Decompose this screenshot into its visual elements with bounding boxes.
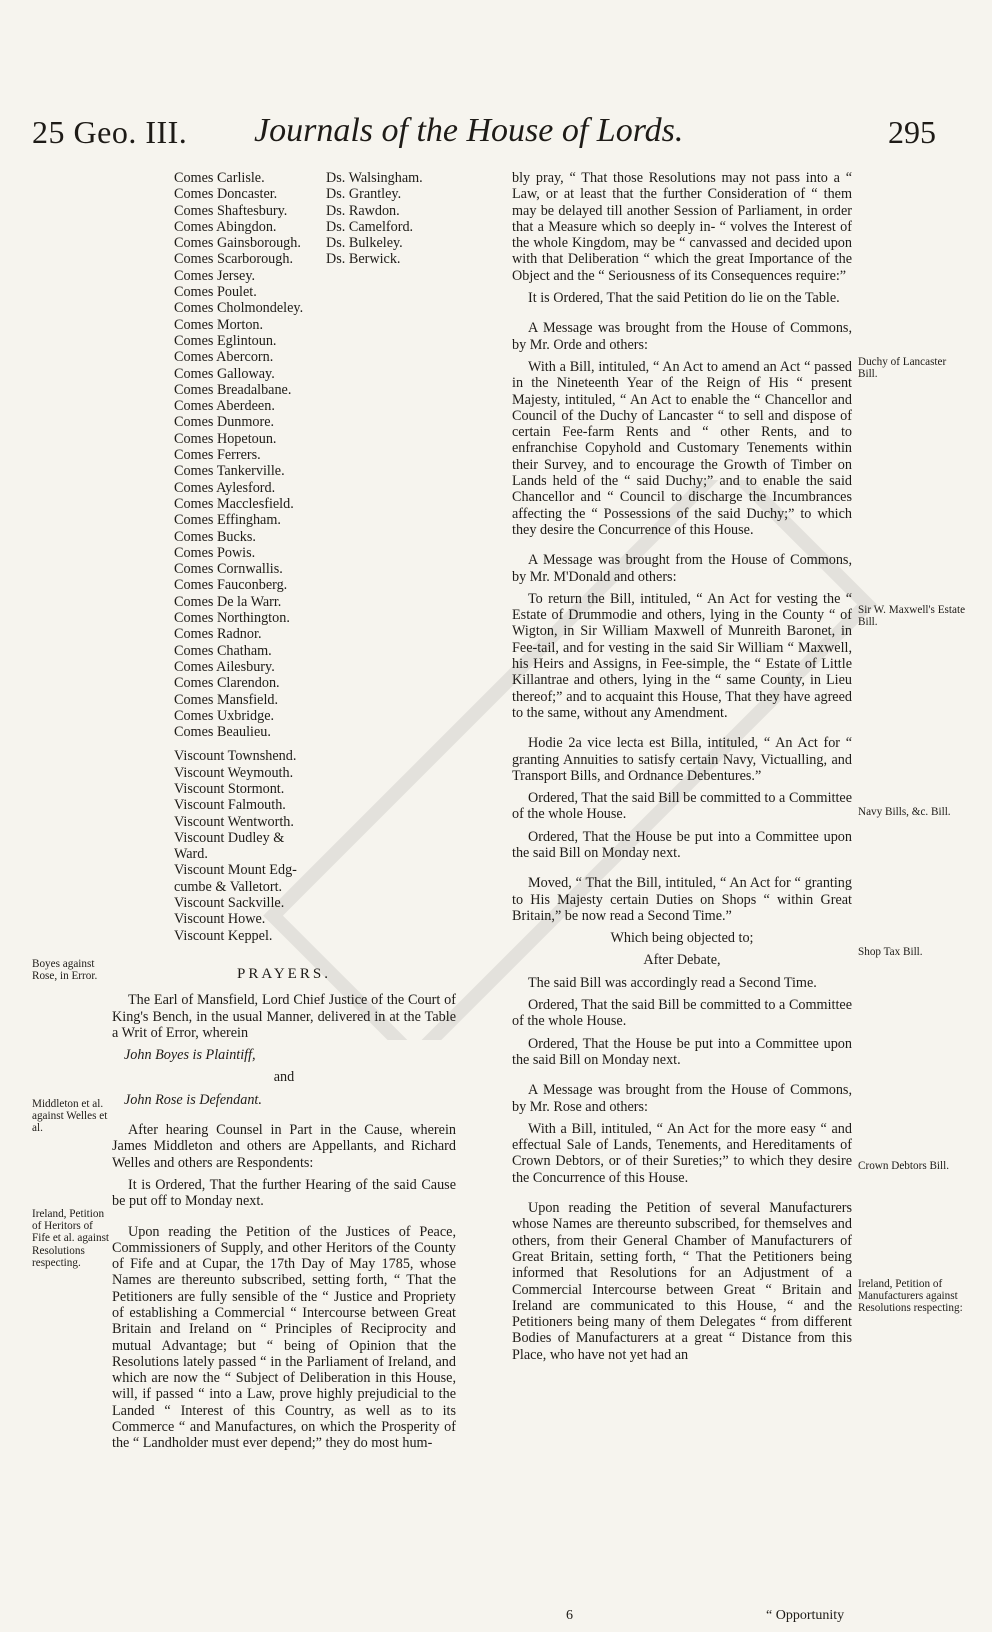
prayers-heading: PRAYERS. [237,965,331,982]
margin-note-boyes: Boyes against Rose, in Error. [32,958,98,983]
margin-note-middleton: Middleton et al. against Welles et al. [32,1098,108,1135]
maxwell-estate-bill-text: To return the Bill, intituled, “ An Act for vesting the “ Estate of Drummodie and others, lying in the County “ of Wigton, in Sir William Maxwell of Munreith Baronet, in Fee-tail, and for vesting in the said Sir William “ Maxwell, his Heirs and Assigns, in Fee-simple, the “ Estate of Little Killantrae and others, lying in the “ same County, in Lieu thereof;” and to acquaint this House, That they have agreed to the same, without any Amendment. [512,590,852,721]
viscount-entry: Viscount Townshend. [174,748,297,765]
viscount-entry: Viscount Mount Edg- [174,862,297,879]
shop-tax-motion: Moved, “ That the Bill, intituled, “ An Act for “ granting to His Majesty certain Duties on Shops “ within Great Britain,” be now read a Second Time.” [512,875,852,924]
defendant-line: John Rose is Defendant. [124,1091,262,1108]
earl-entry: Comes Mansfield. [174,691,279,708]
right-column [512,170,852,1369]
message-mcdonald: A Message was brought from the House of Commons, by Mr. M'Donald and others: [512,552,852,585]
earl-entry: Comes Aberdeen. [174,398,275,415]
margin-note-crown-debtors: Crown Debtors Bill. [858,1160,950,1172]
after-debate-line: After Debate, [643,952,721,969]
viscount-entry: Viscount Wentworth. [174,813,294,830]
earl-entry: Comes Cornwallis. [174,561,283,578]
earl-entry: Comes Abingdon. [174,218,277,235]
duchy-lancaster-bill-text: With a Bill, intituled, “ An Act to amend an Act “ passed in the Nineteenth Year of the Reign of His “ present Majesty, intituled, “ An Act to enable the “ Chancellor and Council of the Duchy of Lancaster “ to sell and dispose of certain Fee-farm Rents and “ other Rents, and to enfranchise Copyhold and Customary Tenements within their Survey, and to encourage the Growth of Timber on Lands held of the “ said Duchy;” and to enable the said Chancellor and “ Council to discharge the Incumbrances affecting the “ Possessions of the said Duchy;” to which they desire the Concurrence of this House. [512,358,852,538]
regnal-year: 25 Geo. III. [32,114,188,150]
margin-note-navy: Navy Bills, &c. Bill. [858,806,951,818]
earl-entry: Comes Fauconberg. [174,577,288,594]
navy-bill-committed: Ordered, That the said Bill be committed to a Committee of the whole House. [512,790,852,823]
viscount-entry: Viscount Keppel. [174,927,273,944]
earl-entry: Comes Abercorn. [174,349,274,366]
baron-entry: Ds. Bulkeley. [326,235,403,252]
earl-entry: Comes Scarborough. [174,251,294,268]
earl-entry: Comes Shaftesbury. [174,202,288,219]
baron-entry: Ds. Grantley. [326,186,402,203]
baron-entry: Ds. Walsingham. [326,170,423,186]
earl-entry: Comes Morton. [174,316,264,333]
viscount-entry: Viscount Dudley & [174,829,285,846]
earl-entry: Comes Gainsborough. [174,235,301,252]
middleton-cause-paragraph: After hearing Counsel in Part in the Cause, wherein James Middleton and others are Appellants, and Richard Welles and others are Respondents: [112,1122,456,1171]
earl-entry: Comes Hopetoun. [174,430,277,447]
viscount-entry: Ward. [174,846,208,863]
signature-mark: 6 [566,1608,573,1623]
earl-entry: Comes Powis. [174,544,256,561]
page-number: 295 [888,114,936,150]
earl-entry: Comes Bucks. [174,528,256,545]
fife-petition-paragraph: Upon reading the Petition of the Justices of Peace, Commissioners of Supply, and other Heritors of the County of Fife and at Cupar, the 17th Day of May 1785, whose Names are thereunto subscribed, setting forth, “ That the Petitioners are fully sensible of the “ Justice and Propriety of establishing a Commercial “ Intercourse between Great Britain and Ireland on “ Principles of Reciprocity and mutual Advantage; but “ being of Opinion that the Resolutions lately passed “ in the Parliament of Ireland, and which are now the “ Subject of Deliberation in this House, will, if passed “ into a Law, prove highly prejudicial to the Landed “ Interest of this Country, as well as to its Commerce “ and Manufactures, on which the Prosperity of the “ Landholder must ever depend;” they do most hum- [112,1223,456,1452]
writ-of-error-paragraph: The Earl of Mansfield, Lord Chief Justice of the Court of King's Bench, in the usual Manner, delivered in at the Table a Writ of Error, wherein [112,992,456,1041]
and-line: and [273,1069,295,1086]
navy-bill-committee-monday: Ordered, That the House be put into a Committee upon the said Bill on Monday next. [512,828,852,861]
navy-bills-reading: Hodie 2a vice lecta est Billa, intituled, “ An Act for “ granting Annuities to satisfy certain Navy, Victualling, and Transport Bills, and Ordnance Debentures.” [512,735,852,784]
catchword: “ Opportunity [766,1608,845,1623]
earls-list [174,170,322,740]
margin-note-shop-tax: Shop Tax Bill. [858,946,923,958]
crown-debtors-bill-text: With a Bill, intituled, “ An Act for the more easy “ and effectual Sale of Lands, Tenements, and Hereditaments of Crown Debtors, or of their Sureties;” to which they desire the Concurrence of this House. [512,1120,852,1186]
lords-list [112,170,456,740]
earl-entry: Comes Carlisle. [174,170,265,186]
plaintiff-line: John Boyes is Plaintiff, [124,1047,256,1064]
earl-entry: Comes Poulet. [174,284,257,301]
earl-entry: Comes Eglintoun. [174,332,277,349]
baron-entry: Ds. Rawdon. [326,202,400,219]
earl-entry: Comes Doncaster. [174,186,278,203]
earl-entry: Comes Chatham. [174,642,272,659]
earl-entry: Comes Dunmore. [174,414,275,431]
shop-bill-committed: Ordered, That the said Bill be committed to a Committee of the whole House. [512,997,852,1030]
left-column [112,170,456,1458]
earl-entry: Comes Radnor. [174,626,262,643]
margin-note-ireland-manufacturers: Ireland, Petition of Manufacturers against Resolutions respecting: [858,1278,963,1315]
viscount-entry: Viscount Howe. [174,911,266,928]
viscount-entry: Viscount Stormont. [174,780,285,797]
journal-title: Journals of the House of Lords. [254,112,684,149]
hearing-put-off-paragraph: It is Ordered, That the further Hearing of the said Cause be put off to Monday next. [112,1176,456,1210]
margin-note-ireland-fife: Ireland, Petition of Heritors of Fife et al. against Resolutions respecting. [32,1208,110,1269]
earl-entry: Comes Macclesfield. [174,495,294,512]
viscounts-list [174,748,374,944]
earl-entry: Comes Breadalbane. [174,381,292,398]
viscount-entry: Viscount Sackville. [174,895,285,912]
petition-lie-on-table: It is Ordered, That the said Petition do lie on the Table. [528,290,840,307]
margin-note-maxwell: Sir W. Maxwell's Estate Bill. [858,604,966,629]
earl-entry: Comes Clarendon. [174,675,280,692]
viscount-entry: Viscount Weymouth. [174,764,294,781]
manufacturers-petition-paragraph: Upon reading the Petition of several Manufacturers whose Names are thereunto subscribed, for themselves and others, from their General Chamber of Manufacturers of Great Britain, setting forth, “ That the Petitioners being informed that Resolutions for an Adjustment of a Commercial Intercourse between Great “ Britain and Ireland are communicated to this House, “ and the Petitioners being many of them Delegates “ from different Bodies of Manufacturers at a great “ Distance from this Place, who have not yet had an [512,1200,852,1363]
baron-entry: Ds. Camelford. [326,218,414,235]
petition-prayer-paragraph: bly pray, “ That those Resolutions may not pass into a “ Law, or at least that the further Consideration of “ them may be delayed till another Session of Parliament, in order that a Measure which so deeply in- “ volves the Interest of the whole Kingdom, may be “ canvassed and decided upon with that Deliberation “ which the great Importance of the Object and the “ Seriousness of its Consequences require:” [512,170,852,284]
objected-line: Which being objected to; [610,930,754,947]
page-header [0,92,992,162]
barons-list [326,170,436,740]
viscount-entry: cumbe & Valletort. [174,878,283,895]
earl-entry: Comes Galloway. [174,365,275,382]
earl-entry: Comes Beaulieu. [174,724,271,741]
earl-entry: Comes Jersey. [174,267,256,284]
earl-entry: Comes Northington. [174,610,290,627]
second-reading-line: The said Bill was accordingly read a Second Time. [528,974,817,991]
earl-entry: Comes Ailesbury. [174,658,275,675]
baron-entry: Ds. Berwick. [326,251,401,268]
earl-entry: Comes Ferrers. [174,447,261,464]
earl-entry: Comes Tankerville. [174,463,285,480]
earl-entry: Comes Effingham. [174,512,281,529]
shop-bill-committee-monday: Ordered, That the House be put into a Committee upon the said Bill on Monday next. [512,1035,852,1068]
margin-note-duchy: Duchy of Lancaster Bill. [858,356,947,381]
viscount-entry: Viscount Falmouth. [174,797,286,814]
earl-entry: Comes Cholmondeley. [174,300,304,317]
earl-entry: Comes Uxbridge. [174,707,275,724]
earl-entry: Comes Aylesford. [174,479,276,496]
earl-entry: Comes De la Warr. [174,593,282,610]
message-rose: A Message was brought from the House of Commons, by Mr. Rose and others: [512,1082,852,1115]
message-orde: A Message was brought from the House of Commons, by Mr. Orde and others: [512,320,852,353]
